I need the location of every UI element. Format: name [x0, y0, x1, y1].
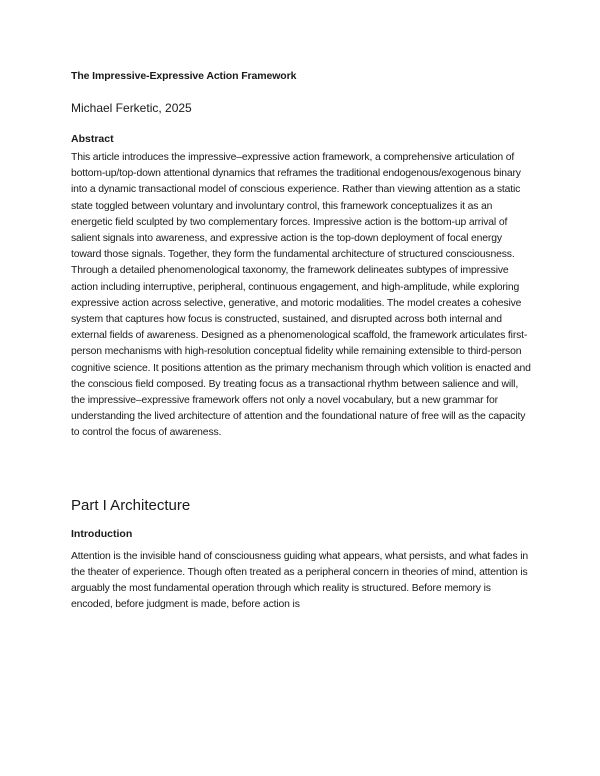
- document-title: The Impressive-Expressive Action Framework: [71, 70, 297, 82]
- introduction-paragraph: Attention is the invisible hand of consciousness guiding what appears, what persists, and what fades in the theater of experience. Though often treated as a peripheral concern in theories of mind, attention is arguably the most fundamental operation through which reality is structured. Before memory is encoded, before judgment is made, before action is: [71, 550, 529, 611]
- page-content: [71, 68, 531, 613]
- introduction-heading: Introduction: [71, 527, 133, 540]
- abstract-heading: Abstract: [71, 133, 114, 145]
- abstract-paragraph: This article introduces the impressive–expressive action framework, a comprehensive articulation of bottom-up/top-down attentional dynamics that reframes the traditional endogenous/exogenous binary into a dynamic transactional model of conscious experience. Rather than viewing attention as a static state toggled between voluntary and involuntary control, this framework conceptualizes it as an energetic field sculpted by two complementary forces. Impressive action is the bottom-up arrival of salient signals into awareness, and expressive action is the top-down deployment of focal energy toward those signals. Together, they form the fundamental architecture of structured consciousness. Through a detailed phenomenological taxonomy, the framework delineates subtypes of impressive action including interruptive, peripheral, continuous engagement, and high-amplitude, while exploring expressive action across selective, generative, and motoric modalities. The model creates a cohesive system that captures how focus is constructed, sustained, and disrupted across both internal and external fields of awareness. Designed as a phenomenological scaffold, the framework articulates first-person mechanisms with high-resolution conceptual fidelity while remaining extensible to third-person cognitive science. It positions attention as the primary mechanism through which volition is enacted and the conscious field composed. By treating focus as a transactional rhythm between salience and will, the impressive–expressive framework offers not only a novel vocabulary, but a new grammar for understanding the lived architecture of attention and the foundational nature of free will as the capacity to control the focus of awareness.: [71, 152, 531, 439]
- author-line: Michael Ferketic, 2025: [71, 101, 192, 115]
- part-heading: Part I Architecture: [71, 496, 191, 514]
